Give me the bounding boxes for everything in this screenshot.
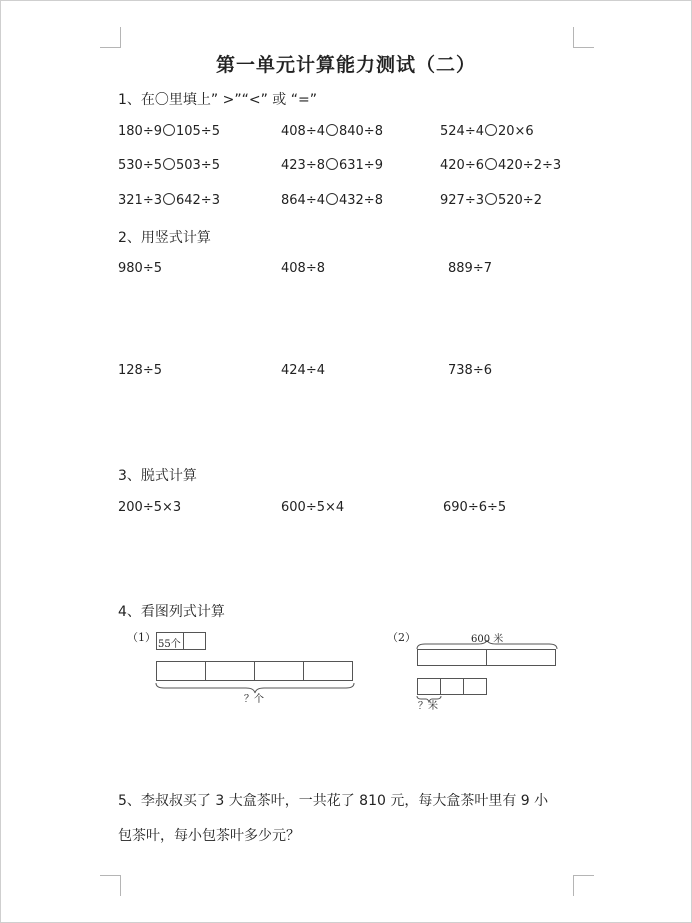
section3-heading: 3、脱式计算	[118, 468, 197, 484]
crop-mark-top-left	[100, 27, 121, 48]
compare-item: 530÷5 503÷5	[118, 158, 220, 173]
short-segment-box	[417, 678, 441, 695]
compare-item: 408÷4 840÷8	[281, 124, 383, 139]
section4-heading: 4、看图列式计算	[118, 604, 225, 620]
compare-item: 423÷8 631÷9	[281, 158, 383, 173]
vertical-calc-item: 980÷5	[118, 261, 162, 276]
crop-mark-bottom-left	[100, 875, 121, 896]
group-box	[205, 661, 255, 681]
stepwise-calc-item: 200÷5×3	[118, 500, 182, 515]
answer-circle[interactable]	[163, 193, 175, 205]
figure-2-label: （2）	[387, 631, 416, 644]
answer-circle[interactable]	[485, 158, 497, 170]
answer-circle[interactable]	[485, 124, 497, 136]
compare-item: 864÷4 432÷8	[281, 193, 383, 208]
answer-circle[interactable]	[326, 124, 338, 136]
short-segment-box	[440, 678, 464, 695]
compare-item: 524÷4 20×6	[440, 124, 534, 139]
compare-item: 321÷3 642÷3	[118, 193, 220, 208]
box-quantity-label: 55个	[158, 639, 181, 650]
word-problem-line: 包茶叶，每小包茶叶多少元？	[118, 828, 300, 844]
group-box	[303, 661, 353, 681]
answer-circle[interactable]	[163, 124, 175, 136]
figure-1-label: （1）	[127, 631, 156, 644]
section2-heading: 2、用竖式计算	[118, 230, 211, 246]
group-box	[254, 661, 304, 681]
page-title: 第一单元计算能力测试（二）	[215, 54, 476, 76]
compare-item: 420÷6 420÷2÷3	[440, 158, 562, 173]
stepwise-calc-item: 600÷5×4	[281, 500, 345, 515]
long-segment-box	[417, 649, 487, 666]
stepwise-calc-item: 690÷6÷5	[443, 500, 507, 515]
answer-circle[interactable]	[326, 158, 338, 170]
vertical-calc-item: 889÷7	[448, 261, 492, 276]
compare-item: 927÷3 520÷2	[440, 193, 542, 208]
crop-mark-top-right	[573, 27, 594, 48]
answer-circle[interactable]	[163, 158, 175, 170]
single-group-box	[156, 632, 206, 650]
group-box	[156, 661, 206, 681]
vertical-calc-item: 424÷4	[281, 363, 325, 378]
crop-mark-bottom-right	[573, 875, 594, 896]
short-segment-box	[463, 678, 487, 695]
section1-heading: 1、在〇里填上” >”“<” 或 “=”	[118, 92, 317, 108]
figure-2-question: ？米	[418, 701, 438, 712]
long-segment-box	[486, 649, 556, 666]
answer-circle[interactable]	[326, 193, 338, 205]
figure-2-total-label: 600 米	[471, 634, 504, 645]
vertical-calc-item: 128÷5	[118, 363, 162, 378]
vertical-calc-item: 408÷8	[281, 261, 325, 276]
answer-circle[interactable]	[485, 193, 497, 205]
vertical-calc-item: 738÷6	[448, 363, 492, 378]
figure-1-question: ？个	[244, 694, 264, 705]
word-problem-line: 5、李叔叔买了 3 大盒茶叶，一共花了 810 元，每大盒茶叶里有 9 小	[118, 793, 549, 809]
compare-item: 180÷9 105÷5	[118, 124, 220, 139]
